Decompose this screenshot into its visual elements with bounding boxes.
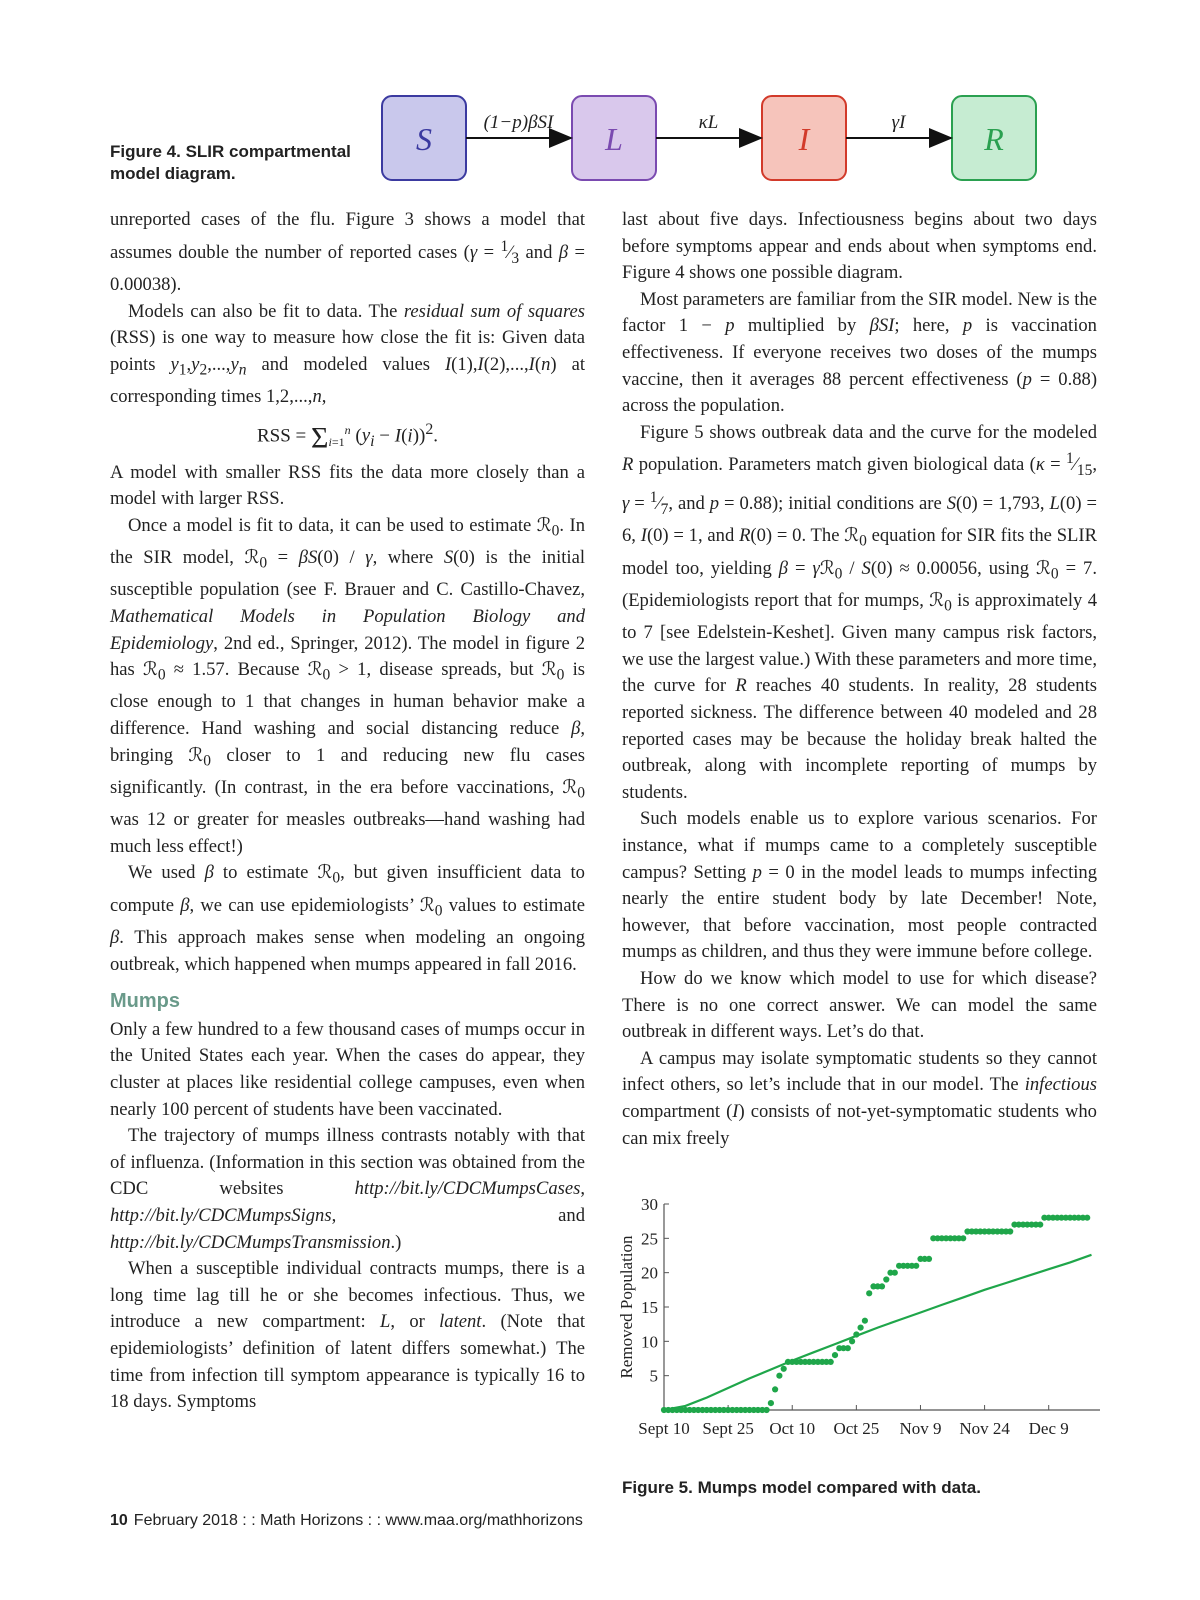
page-footer bbox=[110, 1512, 583, 1530]
right-column bbox=[622, 207, 1097, 1152]
data-point bbox=[849, 1338, 855, 1344]
paragraph: A model with smaller RSS fits the data more closely than a model with larger RSS. bbox=[110, 461, 585, 510]
y-tick-label: 25 bbox=[641, 1229, 658, 1249]
node-label: L bbox=[605, 121, 623, 157]
left-column bbox=[110, 207, 585, 1416]
node-r bbox=[952, 96, 1036, 180]
paragraph: The trajectory of mumps illness contrasts notably with that of influenza. (Information in this section was obtained from the CDC websites http://bit.ly/CDCMumpsCases, http://bit.ly/CDCMumpsSigns, and http://bit.ly/CDCMumpsTransmission.) bbox=[110, 1125, 585, 1253]
figure-4-caption: Figure 4. SLIR compartmental model diagram. bbox=[110, 142, 351, 183]
paragraph: We used β to estimate ℛ$_0$, but given insufficient data to compute β, we can use epidemiologists’ ℛ$_0$ values to estimate β. This approach makes sense when modeling an ongoing outbreak, which happened when mumps appeared in fall 2016. bbox=[110, 862, 585, 975]
data-point bbox=[960, 1235, 966, 1241]
data-point bbox=[781, 1366, 787, 1372]
data-point bbox=[862, 1318, 868, 1324]
edge-arrow bbox=[846, 112, 951, 138]
x-tick-label: Oct 10 bbox=[769, 1419, 816, 1438]
y-tick-label: 5 bbox=[649, 1366, 658, 1386]
data-point bbox=[892, 1270, 898, 1276]
figure-5-caption: Figure 5. Mumps model compared with data. bbox=[622, 1478, 981, 1497]
data-point bbox=[879, 1283, 885, 1289]
paragraph: Once a model is fit to data, it can be used to estimate ℛ$_0$. In the SIR model, ℛ$_0$ = βS(0) / γ, where S(0) is the initial susceptible population (see F. Brauer and C. Castillo-Chavez, Mathematical Models in Population Biology and Epidemiology, 2nd ed., Springer, 2012). The model in figure 2 has ℛ$_0$ ≈ 1.57. Because ℛ$_0$ > 1, disease spreads, but ℛ$_0$ is close enough to 1 that changes in human behavior make a difference. Hand washing and social distancing reduce β, bringing ℛ$_0$ closer to 1 and reducing new flu cases significantly. (In contrast, in the era before vaccinations, ℛ$_0$ was 12 or greater for measles outbreaks—hand washing had much less effect!) bbox=[110, 514, 585, 857]
data-point bbox=[883, 1276, 889, 1282]
data-point bbox=[828, 1359, 834, 1365]
data-point bbox=[926, 1256, 932, 1262]
node-label: I bbox=[798, 121, 810, 157]
paragraph: last about five days. Infectiousness begins about two days before symptoms appear and ends about when symptoms end. Figure 4 shows one possible diagram. bbox=[622, 209, 1097, 284]
paragraph: A campus may isolate symptomatic students so they cannot infect others, so let’s include that in our model. The infectious compartment (I) consists of not-yet-symptomatic students who can mix freely bbox=[622, 1047, 1097, 1149]
node-l bbox=[572, 96, 656, 180]
paragraph: Models can also be fit to data. The residual sum of squares (RSS) is one way to measure how close the fit is: Given data points $y_1,y_2,...,y_n$ and modeled values I(1),I(2),...,I(n) at corresponding times 1,2,...,n, bbox=[110, 300, 586, 408]
y-tick-label: 30 bbox=[641, 1198, 658, 1214]
edge-arrow bbox=[466, 112, 571, 138]
y-axis-label: Removed Population bbox=[617, 1235, 636, 1379]
paragraph: Such models enable us to explore various scenarios. For instance, what if mumps came to a completely susceptible campus? Setting p = 0 in the model leads to mumps infecting nearly the entire student body by late December! Note, however, that before vaccination, most people contracted mumps as children, and thus they were immune before college. bbox=[622, 808, 1097, 963]
data-point bbox=[1037, 1222, 1043, 1228]
paragraph: unreported cases of the flu. Figure 3 shows a model that assumes double the number of reported cases ($\gamma = ^1⁄_3$ and β = 0.00038). bbox=[110, 209, 585, 296]
paragraph: Most parameters are familiar from the SIR model. New is the factor 1 − p multiplied by βSI; here, p is vaccination effectiveness. If everyone receives two doses of the mumps vaccine, then it averages 88 percent effectiveness (p = 0.88) across the population. bbox=[622, 288, 1098, 417]
data-point bbox=[858, 1325, 864, 1331]
node-label: R bbox=[984, 121, 1004, 157]
x-tick-label: Nov 9 bbox=[899, 1419, 942, 1438]
paragraph: Only a few hundred to a few thousand cases of mumps occur in the United States each year. When the cases do appear, they cluster at places like residential college campuses, even when nearly 100 percent of students have been vaccinated. bbox=[110, 1018, 585, 1120]
rss-equation: RSS = $\Sigma_{i=1}^n$ $(y_i - I(i))^2$. bbox=[256, 420, 439, 455]
data-point bbox=[853, 1331, 859, 1337]
paragraph: Figure 5 shows outbreak data and the curve for the modeled R population. Parameters match given biological data ($\kappa = ^1⁄_{15}$, $\gamma = ^1⁄_7$, and p = 0.88); initial conditions are S(0) = 1,793, L(0) = 6, I(0) = 1, and R(0) = 0. The ℛ$_0$ equation for SIR fits the SLIR model too, yielding β = γℛ$_0$ / S(0) ≈ 0.00056, using ℛ$_0$ = 7. (Epidemiologists report that for mumps, ℛ$_0$ is approximately 4 to 7 [see Edelstein-Keshet]. Given many campus risk factors, we use the largest value.) With these parameters and more time, the curve for R reaches 40 students. In reality, 28 students reported sickness. The difference between 40 modeled and 28 reported cases may be because the holiday break halted the outbreak, along with incomplete reporting of mumps by students. bbox=[622, 421, 1097, 803]
data-point bbox=[764, 1407, 770, 1413]
node-s bbox=[382, 96, 466, 180]
edge-label: (1−p)βSI bbox=[483, 112, 554, 133]
x-tick-label: Sept 25 bbox=[702, 1419, 754, 1438]
slir-diagram bbox=[380, 94, 1140, 184]
x-tick-label: Nov 24 bbox=[959, 1419, 1010, 1438]
data-point bbox=[1007, 1228, 1013, 1234]
data-point bbox=[1084, 1215, 1090, 1221]
data-point bbox=[913, 1263, 919, 1269]
data-point bbox=[776, 1373, 782, 1379]
data-point bbox=[832, 1352, 838, 1358]
data-point bbox=[768, 1400, 774, 1406]
x-tick-label: Oct 25 bbox=[833, 1419, 880, 1438]
node-label: S bbox=[416, 121, 432, 157]
section-heading-mumps: Mumps bbox=[110, 990, 180, 1013]
edge-arrow bbox=[656, 112, 761, 138]
paragraph: How do we know which model to use for which disease? There is no one correct answer. We can model the same outbreak in different ways. Let’s do that. bbox=[622, 968, 1097, 1043]
node-i bbox=[762, 96, 846, 180]
edge-label: γI bbox=[891, 112, 906, 133]
page-number: 10 bbox=[110, 1512, 128, 1529]
data-point bbox=[845, 1345, 851, 1351]
data-point bbox=[772, 1386, 778, 1392]
y-tick-label: 15 bbox=[641, 1298, 658, 1317]
edge-label: κL bbox=[698, 112, 719, 133]
model-curve bbox=[664, 1255, 1092, 1410]
x-tick-label: Dec 9 bbox=[1028, 1419, 1069, 1438]
footer-text: February 2018 : : Math Horizons : : www.maa.org/mathhorizons bbox=[133, 1512, 583, 1529]
data-point bbox=[866, 1290, 872, 1296]
paragraph: When a susceptible individual contracts mumps, there is a long time lag till he or she becomes infectious. Thus, we introduce a new compartment: L, or latent. (Note that epidemiologists’ definition of latent differs somewhat.) The time from infection till symptom appearance is typically 16 to 18 days. Symptoms bbox=[110, 1258, 585, 1413]
x-tick-label: Sept 10 bbox=[638, 1419, 690, 1438]
y-tick-label: 10 bbox=[641, 1332, 658, 1352]
figure-5-chart bbox=[612, 1198, 1112, 1473]
y-tick-label: 20 bbox=[641, 1263, 658, 1283]
